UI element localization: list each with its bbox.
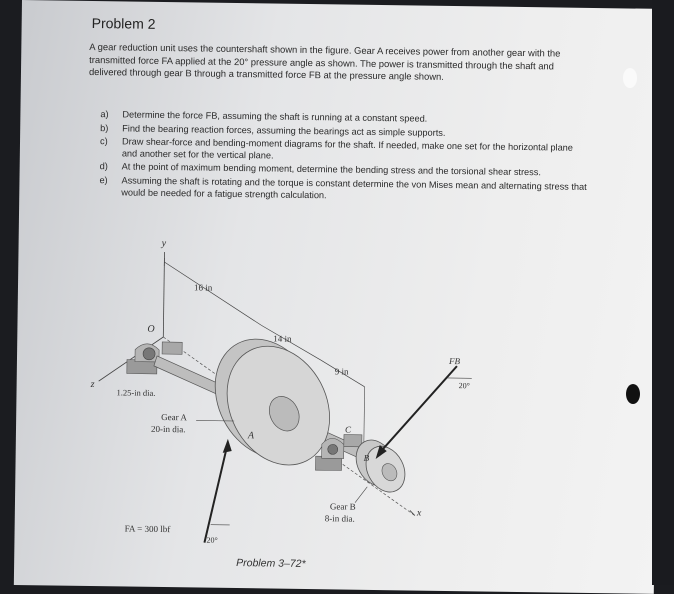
task-text: Find the bearing reaction forces, assuming the bearings act as simple supports.: [122, 123, 445, 138]
x-axis-tick: [410, 510, 415, 515]
gear-b-leader: [355, 487, 367, 503]
bearing-c-marker: C: [345, 425, 352, 435]
gear-a-marker: A: [247, 430, 255, 441]
z-axis-label: z: [90, 379, 95, 390]
task-marker: e): [99, 175, 107, 187]
gear-b-name: Gear B: [330, 501, 356, 511]
punch-hole-bottom: [626, 384, 640, 404]
origin-label: O: [147, 324, 154, 335]
task-item: [99, 175, 589, 205]
gear-a-dia: 20-in dia.: [151, 424, 186, 434]
task-text: Assuming the shaft is rotating and the torque is constant determine the von Mises mean and alternating stress that would be needed for a fatigue strength calculation.: [121, 175, 587, 199]
gear-b-dia: 8-in dia.: [325, 513, 355, 523]
force-b-label: FB: [448, 356, 461, 366]
dim-9-extension: [364, 387, 365, 445]
dim-9-label: 9 in: [335, 366, 349, 376]
task-text: Determine the force FB, assuming the shaft is running at a constant speed.: [122, 109, 427, 123]
punch-hole-top: [623, 68, 637, 88]
task-text: Draw shear-force and bending-moment diagrams for the shaft. If needed, make one set for the horizontal plane and another set for the vertical plane.: [122, 137, 573, 161]
angle-b-label: 20°: [459, 381, 470, 390]
angle-a-label: 20°: [206, 536, 217, 545]
force-a-label: FA = 300 lbf: [125, 523, 171, 534]
paper-sheet: [14, 0, 662, 594]
force-a-arrow: [204, 443, 227, 543]
dim-14-label: 14 in: [273, 334, 292, 344]
dim-16-line: [163, 262, 262, 325]
figure-caption: Problem 3–72*: [236, 557, 307, 570]
task-list: [99, 109, 590, 207]
force-a-arrowhead: [223, 439, 232, 453]
problem-intro: A gear reduction unit uses the countershaft shown in the figure. Gear A receives power from another gear with the transmitted force FA applied at the 20° pressure angle as shown. The power is transmitted through the shaft and delivered through gear B through a transmitted force FB at the pressure angle shown.: [89, 41, 589, 85]
task-marker: d): [100, 161, 108, 173]
desk-background-right: [652, 0, 674, 585]
task-text: At the point of maximum bending moment, determine the bending stress and the torsional shear stress.: [122, 162, 541, 178]
force-b-arrow: [378, 365, 457, 456]
countershaft-figure: [14, 230, 619, 583]
y-axis-label: y: [161, 238, 167, 249]
task-marker: b): [100, 123, 108, 135]
x-axis-label: x: [416, 508, 422, 519]
shaft-dia-label: 1.25-in dia.: [116, 387, 155, 398]
dim-16-label: 16 in: [194, 282, 213, 292]
gear-a-name: Gear A: [161, 412, 187, 422]
task-marker: c): [100, 136, 108, 148]
task-marker: a): [100, 109, 108, 121]
problem-title: Problem 2: [92, 15, 156, 32]
gear-b-marker: B: [364, 453, 370, 463]
